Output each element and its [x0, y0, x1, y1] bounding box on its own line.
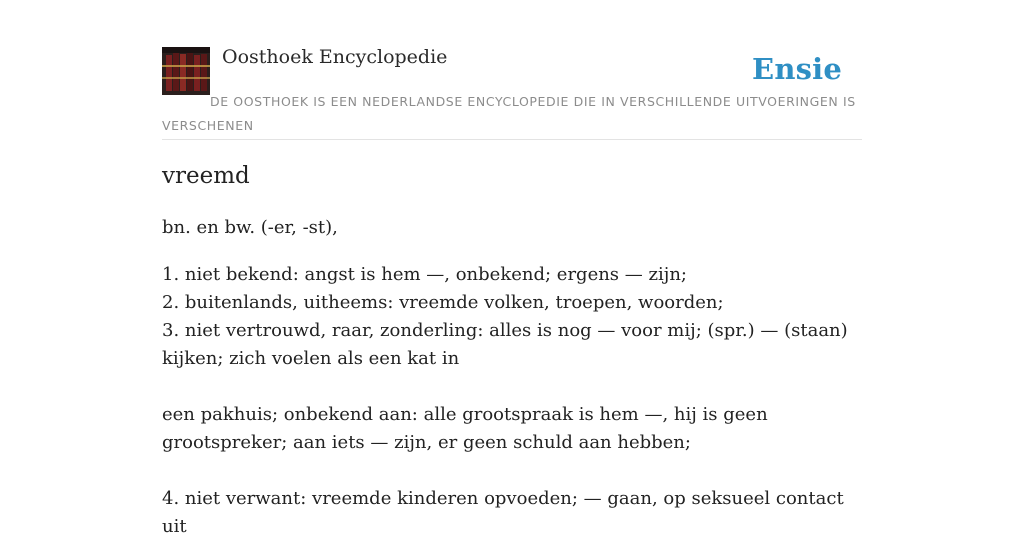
paragraph-gap: [162, 457, 862, 485]
site-header: [162, 0, 862, 140]
definition-line-4: 4. niet verwant: vreemde kinderen opvoeden; — gaan, op seksueel contact uit: [162, 488, 844, 537]
entry-body: [162, 214, 862, 541]
definition-line-3: 3. niet vertrouwd, raar, zonderling: alles is nog — voor mij; (spr.) — (staan) kijken; zich voelen als een kat in: [162, 320, 848, 369]
encyclopedia-books-icon[interactable]: [162, 47, 210, 95]
definition-line-2: 2. buitenlands, uitheems: vreemde volken, troepen, woorden;: [162, 292, 724, 313]
paragraph-gap: [162, 373, 862, 401]
site-title-link[interactable]: Oosthoek Encyclopedie: [222, 46, 448, 68]
ensie-logo-link[interactable]: Ensie: [752, 52, 842, 86]
entry-grammar: bn. en bw. (-er, -st),: [162, 217, 338, 238]
definition-line-3-continued: een pakhuis; onbekend aan: alle grootspraak is hem —, hij is geen grootspreker; aan iets — zijn, er geen schuld aan hebben;: [162, 404, 768, 453]
article-page: [162, 0, 862, 537]
site-tagline: DE OOSTHOEK IS EEN NEDERLANDSE ENCYCLOPEDIE DIE IN VERSCHILLENDE UITVOERINGEN IS VERSCHENEN: [162, 94, 856, 133]
entry-title: vreemd: [162, 163, 250, 189]
definition-line-1: 1. niet bekend: angst is hem —, onbekend; ergens — zijn;: [162, 264, 687, 285]
